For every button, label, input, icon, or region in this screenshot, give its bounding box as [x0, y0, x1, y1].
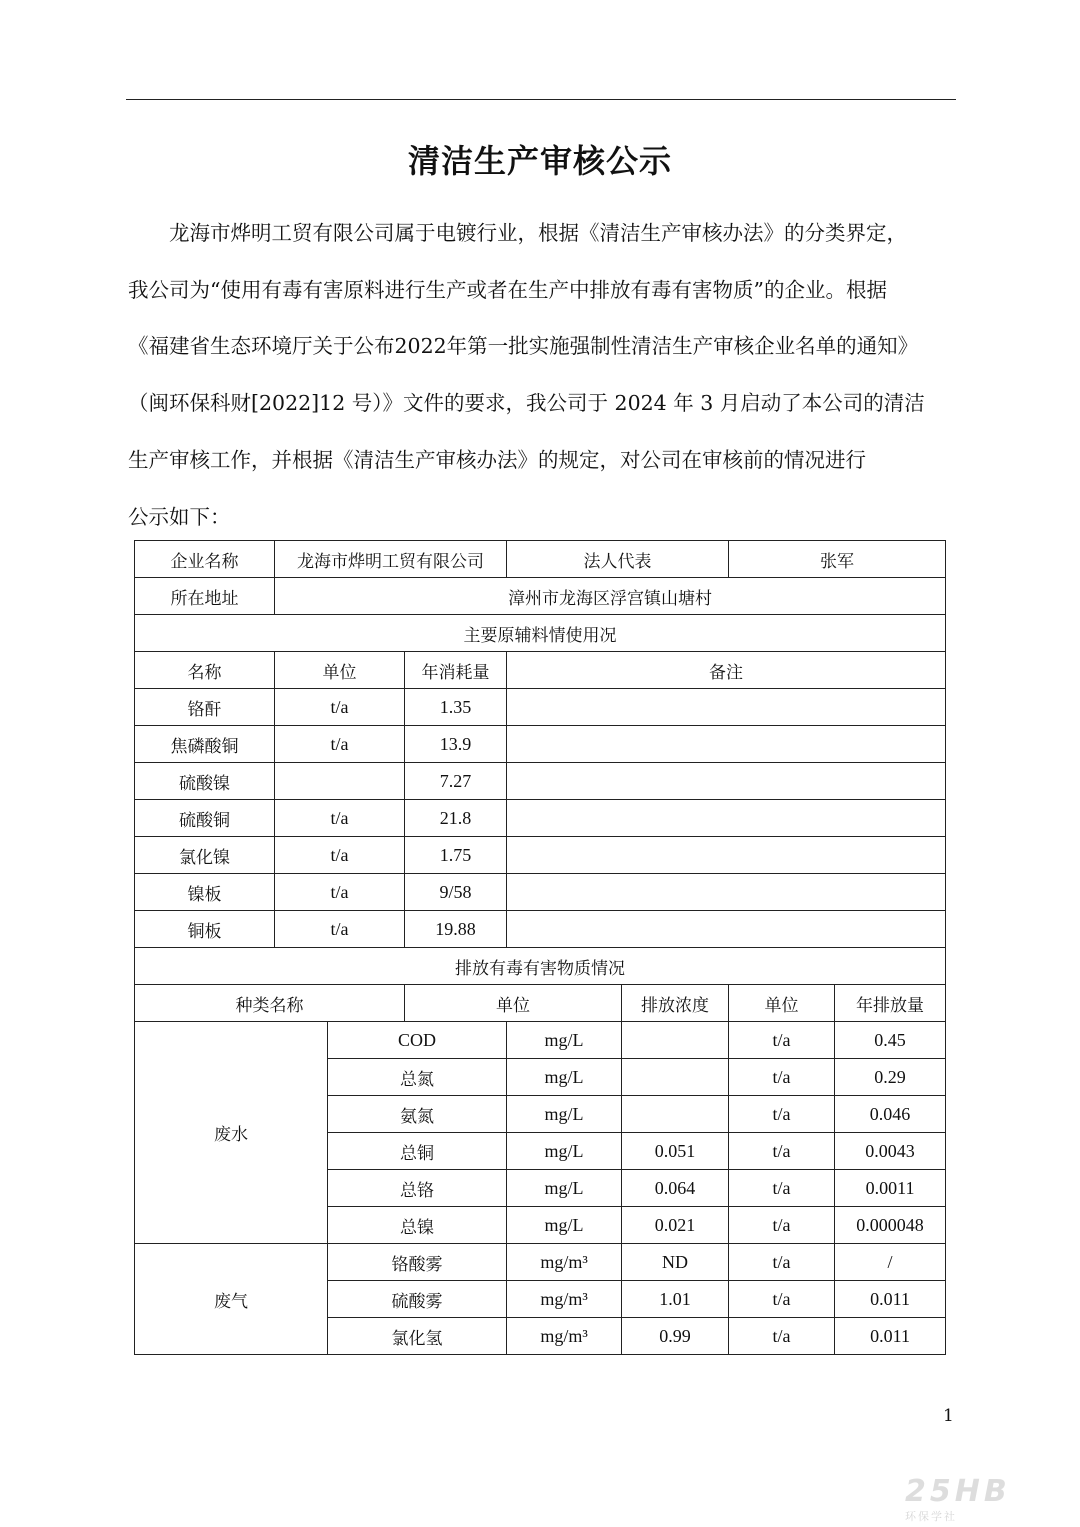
paragraph-line: （闽环保科财[2022]12 号）》文件的要求，我公司于 2024 年 3 月启动了本公司的清洁	[128, 391, 925, 416]
material-name: 焦磷酸铜	[135, 726, 275, 763]
pollutant-unit: mg/L	[507, 1207, 622, 1244]
material-name: 铜板	[135, 911, 275, 948]
emission-row	[135, 1022, 946, 1059]
paragraph-line: 《福建省生态环境厅关于公布2022年第一批实施强制性清洁生产审核企业名单的通知》	[128, 334, 919, 359]
material-note	[507, 689, 946, 726]
column-header: 单位	[729, 985, 835, 1022]
pollutant-annual-unit: t/a	[729, 1244, 835, 1281]
pollutant-annual: 0.29	[835, 1059, 946, 1096]
pollutant-annual: 0.046	[835, 1096, 946, 1133]
material-amount: 19.88	[405, 911, 507, 948]
pollutant-concentration	[622, 1059, 729, 1096]
material-unit: t/a	[275, 689, 405, 726]
pollutant-concentration: 0.021	[622, 1207, 729, 1244]
pollutant-concentration: 0.051	[622, 1133, 729, 1170]
watermark-logo: 25HB	[905, 1474, 1011, 1509]
pollutant-concentration: 0.99	[622, 1318, 729, 1355]
category-wastewater: 废水	[135, 1022, 328, 1244]
material-row	[135, 911, 946, 948]
legal-rep: 张军	[729, 541, 946, 578]
material-row	[135, 763, 946, 800]
pollutant-annual-unit: t/a	[729, 1133, 835, 1170]
pollutant-annual-unit: t/a	[729, 1281, 835, 1318]
paragraph-line: 公示如下：	[128, 504, 231, 529]
column-header: 种类名称	[135, 985, 405, 1022]
pollutant-unit: mg/L	[507, 1059, 622, 1096]
pollutant-name: 总铬	[328, 1170, 507, 1207]
pollutant-name: 氨氮	[328, 1096, 507, 1133]
material-name: 硫酸铜	[135, 800, 275, 837]
material-note	[507, 874, 946, 911]
material-note	[507, 800, 946, 837]
materials-header-row	[135, 652, 946, 689]
material-name: 铬酐	[135, 689, 275, 726]
material-amount: 1.75	[405, 837, 507, 874]
materials-section-title: 主要原辅料情使用况	[135, 615, 946, 652]
material-unit: t/a	[275, 800, 405, 837]
column-header: 年排放量	[835, 985, 946, 1022]
disclosure-table	[134, 540, 946, 1355]
material-unit: t/a	[275, 911, 405, 948]
pollutant-annual: 0.000048	[835, 1207, 946, 1244]
material-row	[135, 689, 946, 726]
material-row	[135, 837, 946, 874]
pollutant-concentration	[622, 1022, 729, 1059]
pollutant-annual: /	[835, 1244, 946, 1281]
company-name-label: 企业名称	[135, 541, 275, 578]
material-unit	[275, 763, 405, 800]
material-amount: 21.8	[405, 800, 507, 837]
material-amount: 13.9	[405, 726, 507, 763]
pollutant-annual: 0.011	[835, 1281, 946, 1318]
pollutant-name: 总氮	[328, 1059, 507, 1096]
page-title: 清洁生产审核公示	[407, 142, 672, 180]
materials-section-row	[135, 615, 946, 652]
page-number: 1	[943, 1406, 954, 1426]
material-note	[507, 763, 946, 800]
material-name: 镍板	[135, 874, 275, 911]
pollutant-annual: 0.0011	[835, 1170, 946, 1207]
pollutant-unit: mg/L	[507, 1133, 622, 1170]
pollutant-unit: mg/L	[507, 1170, 622, 1207]
pollutant-name: 氯化氢	[328, 1318, 507, 1355]
pollutant-annual-unit: t/a	[729, 1096, 835, 1133]
column-header: 名称	[135, 652, 275, 689]
pollutant-unit: mg/m³	[507, 1318, 622, 1355]
pollutant-concentration: 0.064	[622, 1170, 729, 1207]
pollutant-unit: mg/m³	[507, 1244, 622, 1281]
pollutant-concentration	[622, 1096, 729, 1133]
intro-paragraph	[128, 205, 950, 545]
address-row	[135, 578, 946, 615]
paragraph-line: 龙海市烨明工贸有限公司属于电镀行业，根据《清洁生产审核办法》的分类界定，	[169, 221, 907, 245]
column-header: 单位	[275, 652, 405, 689]
emissions-header-row	[135, 985, 946, 1022]
paragraph-line: 我公司为“使用有毒有害原料进行生产或者在生产中排放有毒有害物质”的企业。根据	[128, 277, 887, 302]
address-label: 所在地址	[135, 578, 275, 615]
pollutant-annual-unit: t/a	[729, 1022, 835, 1059]
material-unit: t/a	[275, 726, 405, 763]
pollutant-annual-unit: t/a	[729, 1207, 835, 1244]
pollutant-name: 铬酸雾	[328, 1244, 507, 1281]
emissions-section-row	[135, 948, 946, 985]
pollutant-concentration: ND	[622, 1244, 729, 1281]
material-row	[135, 800, 946, 837]
category-waste-gas: 废气	[135, 1244, 328, 1355]
material-row	[135, 874, 946, 911]
site-watermark	[905, 1474, 1065, 1523]
pollutant-unit: mg/m³	[507, 1281, 622, 1318]
pollutant-unit: mg/L	[507, 1096, 622, 1133]
address: 漳州市龙海区浮宫镇山塘村	[275, 578, 946, 615]
company-name: 龙海市烨明工贸有限公司	[275, 541, 507, 578]
material-unit: t/a	[275, 837, 405, 874]
pollutant-annual-unit: t/a	[729, 1318, 835, 1355]
material-amount: 7.27	[405, 763, 507, 800]
column-header: 年消耗量	[405, 652, 507, 689]
material-note	[507, 837, 946, 874]
paragraph-line: 生产审核工作，并根据《清洁生产审核办法》的规定，对公司在审核前的情况进行	[128, 447, 866, 472]
pollutant-name: 硫酸雾	[328, 1281, 507, 1318]
material-name: 氯化镍	[135, 837, 275, 874]
column-header: 排放浓度	[622, 985, 729, 1022]
column-header: 单位	[405, 985, 622, 1022]
material-amount: 9/58	[405, 874, 507, 911]
company-row	[135, 541, 946, 578]
pollutant-name: COD	[328, 1022, 507, 1059]
pollutant-unit: mg/L	[507, 1022, 622, 1059]
pollutant-concentration: 1.01	[622, 1281, 729, 1318]
watermark-text: 环保学社	[905, 1510, 957, 1523]
material-unit: t/a	[275, 874, 405, 911]
material-row	[135, 726, 946, 763]
material-name: 硫酸镍	[135, 763, 275, 800]
pollutant-name: 总铜	[328, 1133, 507, 1170]
material-note	[507, 911, 946, 948]
pollutant-annual: 0.0043	[835, 1133, 946, 1170]
material-note	[507, 726, 946, 763]
pollutant-name: 总镍	[328, 1207, 507, 1244]
column-header: 备注	[507, 652, 946, 689]
legal-rep-label: 法人代表	[507, 541, 729, 578]
emissions-section-title: 排放有毒有害物质情况	[135, 948, 946, 985]
pollutant-annual-unit: t/a	[729, 1170, 835, 1207]
material-amount: 1.35	[405, 689, 507, 726]
header-rule	[126, 99, 956, 100]
pollutant-annual-unit: t/a	[729, 1059, 835, 1096]
pollutant-annual: 0.011	[835, 1318, 946, 1355]
emission-row	[135, 1244, 946, 1281]
pollutant-annual: 0.45	[835, 1022, 946, 1059]
